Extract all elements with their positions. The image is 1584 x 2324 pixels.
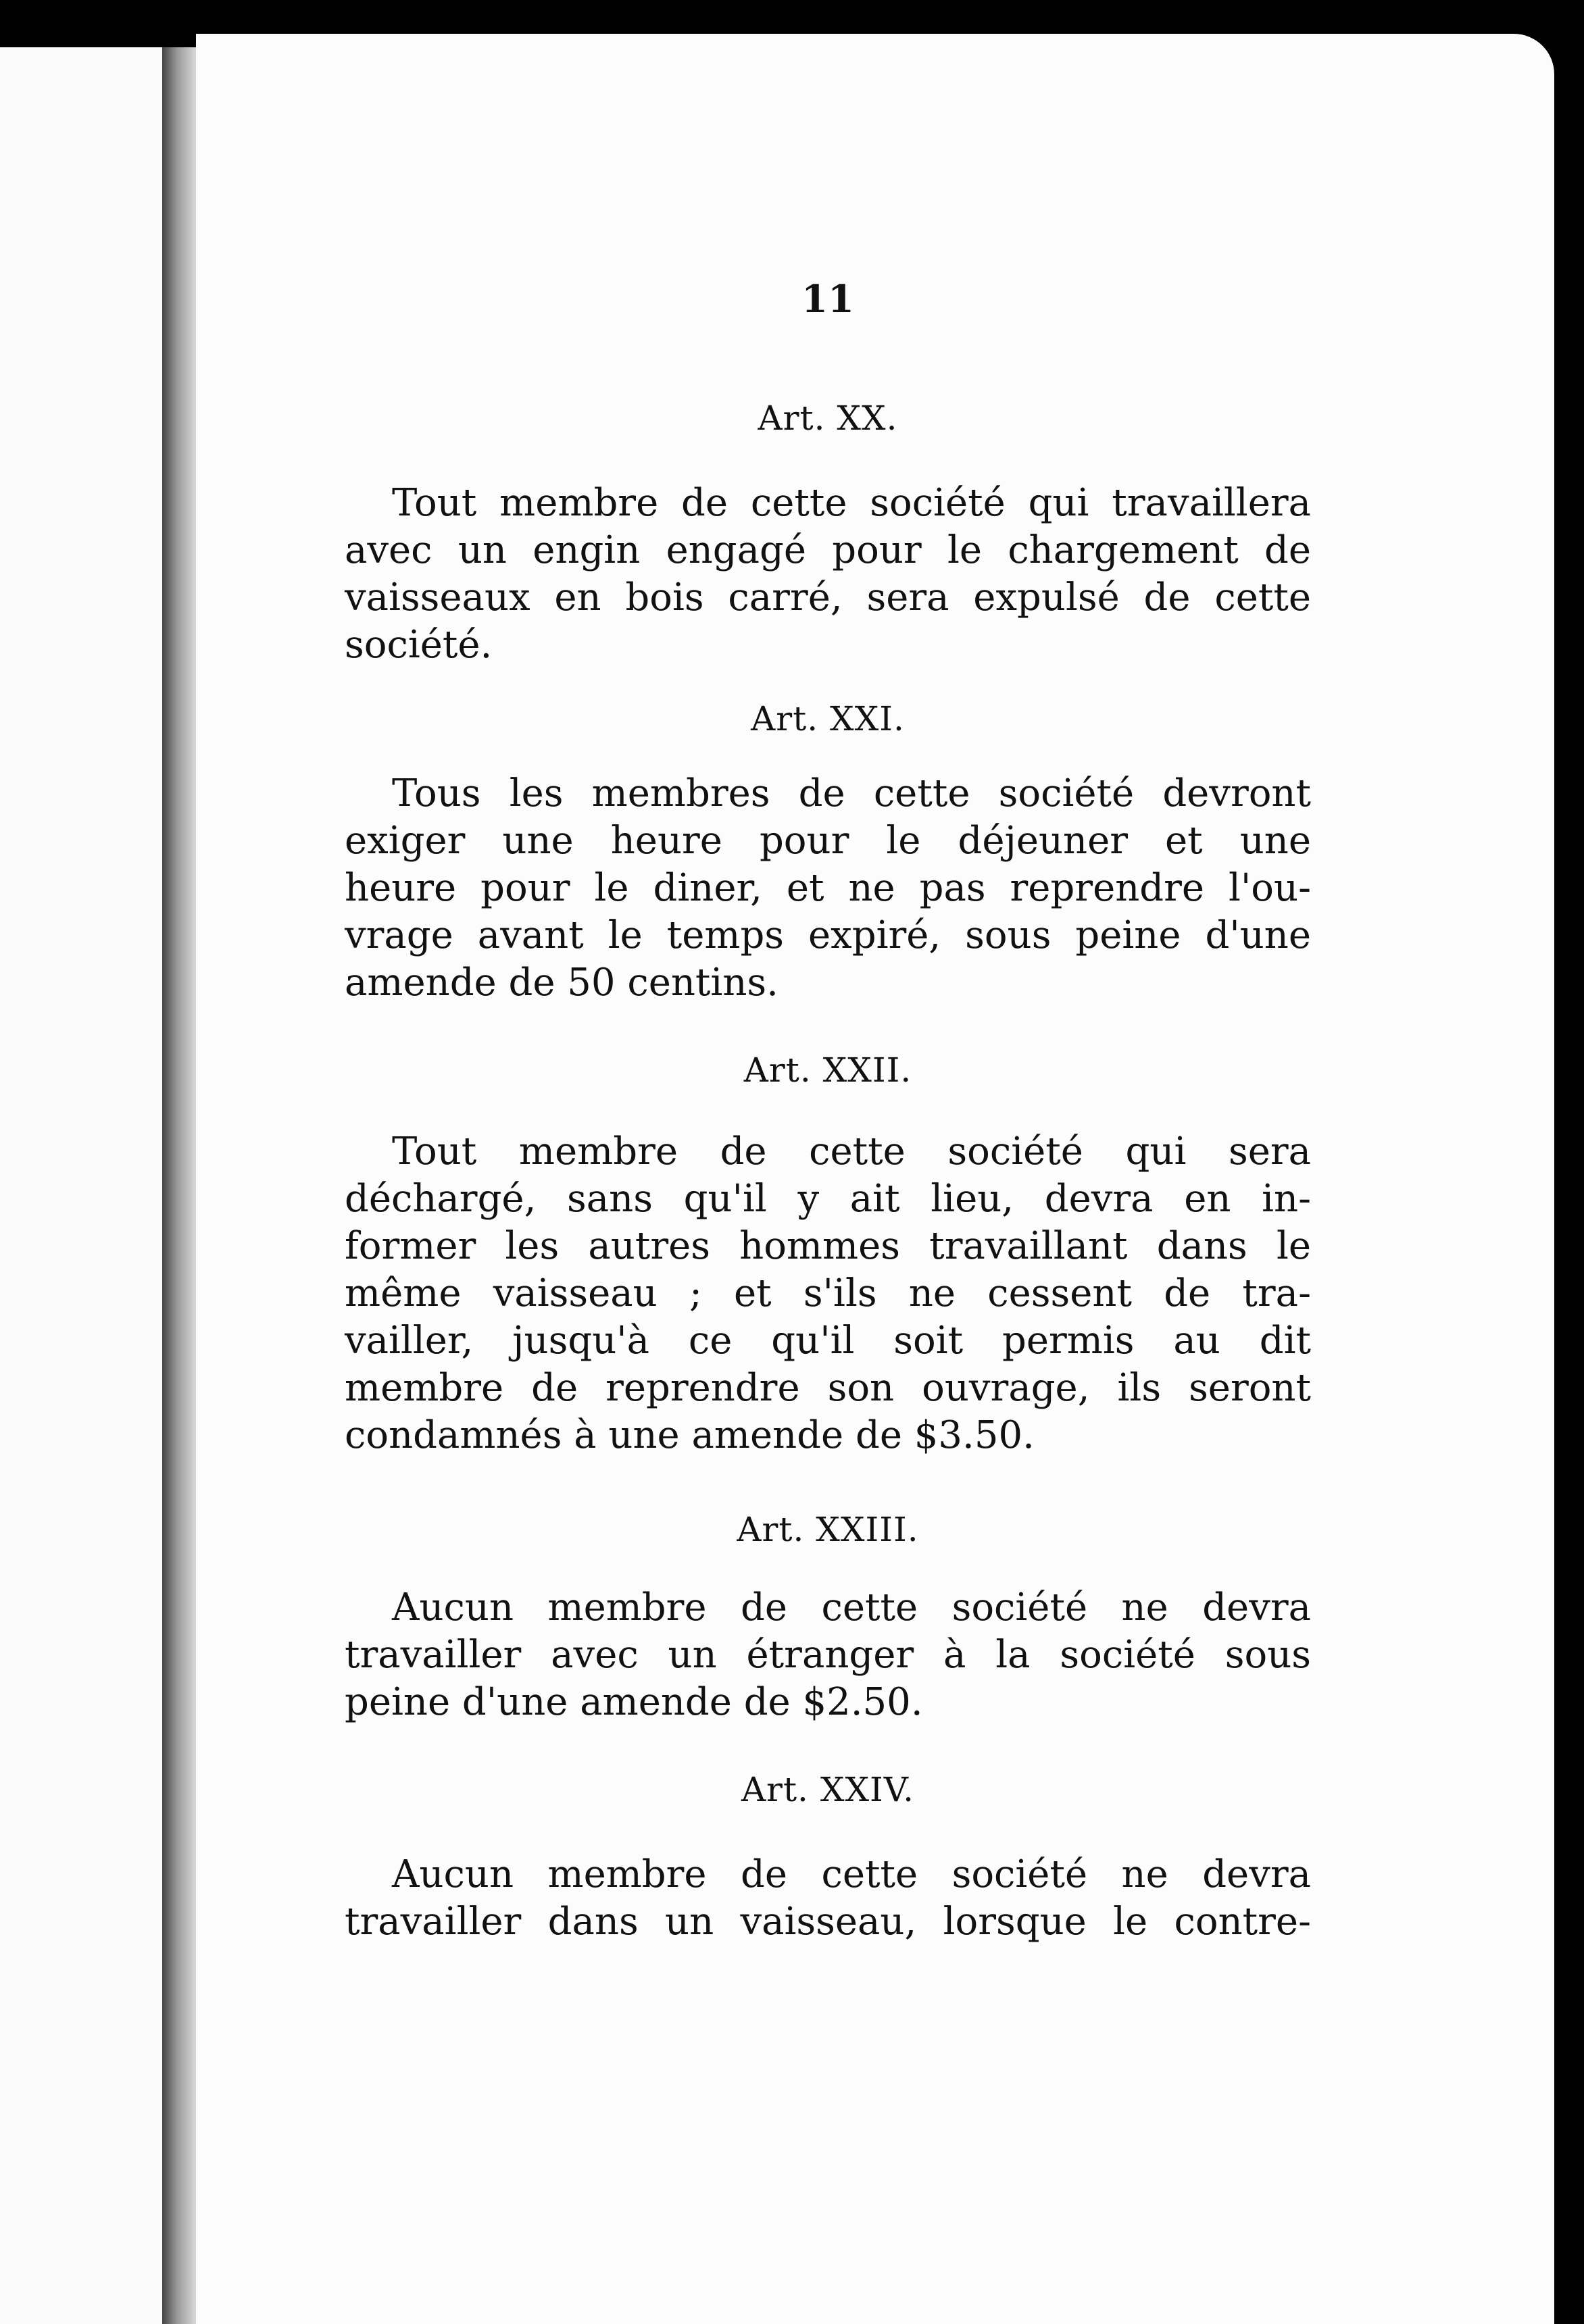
article-heading: Art. XXI.: [751, 699, 905, 738]
paragraph-line: déchargé, sans qu'il y ait lieu, devra en in-: [345, 1177, 1311, 1221]
paragraph-line: travailler dans un vaisseau, lorsque le contre-: [345, 1900, 1311, 1944]
article-paragraph: [345, 480, 1311, 669]
article-paragraph: [345, 1584, 1311, 1726]
page-number: 11: [801, 277, 854, 322]
paragraph-line: Tout membre de cette société qui travaillera: [392, 481, 1311, 525]
paragraph-line: même vaisseau ; et s'ils ne cessent de tra-: [345, 1271, 1311, 1315]
paragraph-line: Aucun membre de cette société ne devra: [392, 1586, 1311, 1630]
paragraph-line: membre de reprendre son ouvrage, ils seront: [345, 1366, 1311, 1410]
paragraph-line: société.: [345, 623, 493, 667]
article-heading: Art. XX.: [758, 399, 898, 438]
article-heading: Art. XXIII.: [737, 1510, 919, 1549]
paragraph-line: Tout membre de cette société qui sera: [392, 1130, 1311, 1173]
article-paragraph: [345, 770, 1311, 1007]
paragraph-line: peine d'une amende de $2.50.: [345, 1680, 923, 1724]
paragraph-line: exiger une heure pour le déjeuner et une: [345, 819, 1311, 863]
paragraph-line: former les autres hommes travaillant dans le: [345, 1224, 1311, 1268]
facing-page-edge: [0, 47, 162, 2324]
book-spine: [162, 47, 196, 2324]
article-heading: Art. XXIV.: [741, 1770, 915, 1809]
article-paragraph: [345, 1851, 1311, 1946]
document-page: [196, 34, 1554, 2324]
paragraph-line: vailler, jusqu'à ce qu'il soit permis au dit: [345, 1319, 1311, 1363]
article-heading: Art. XXII.: [743, 1051, 912, 1090]
paragraph-line: condamnés à une amende de $3.50.: [345, 1413, 1035, 1457]
paragraph-line: avec un engin engagé pour le chargement de: [345, 528, 1311, 572]
paragraph-line: heure pour le diner, et ne pas reprendre l'ou-: [345, 866, 1311, 910]
paragraph-line: vaisseaux en bois carré, sera expulsé de cette: [345, 576, 1311, 620]
paragraph-line: travailler avec un étranger à la société sous: [345, 1633, 1311, 1677]
paragraph-line: vrage avant le temps expiré, sous peine d'une: [345, 913, 1311, 957]
article-paragraph: [345, 1128, 1311, 1459]
paragraph-line: Tous les membres de cette société devront: [392, 772, 1311, 815]
paragraph-line: Aucun membre de cette société ne devra: [392, 1852, 1311, 1896]
paragraph-line: amende de 50 centins.: [345, 961, 778, 1005]
